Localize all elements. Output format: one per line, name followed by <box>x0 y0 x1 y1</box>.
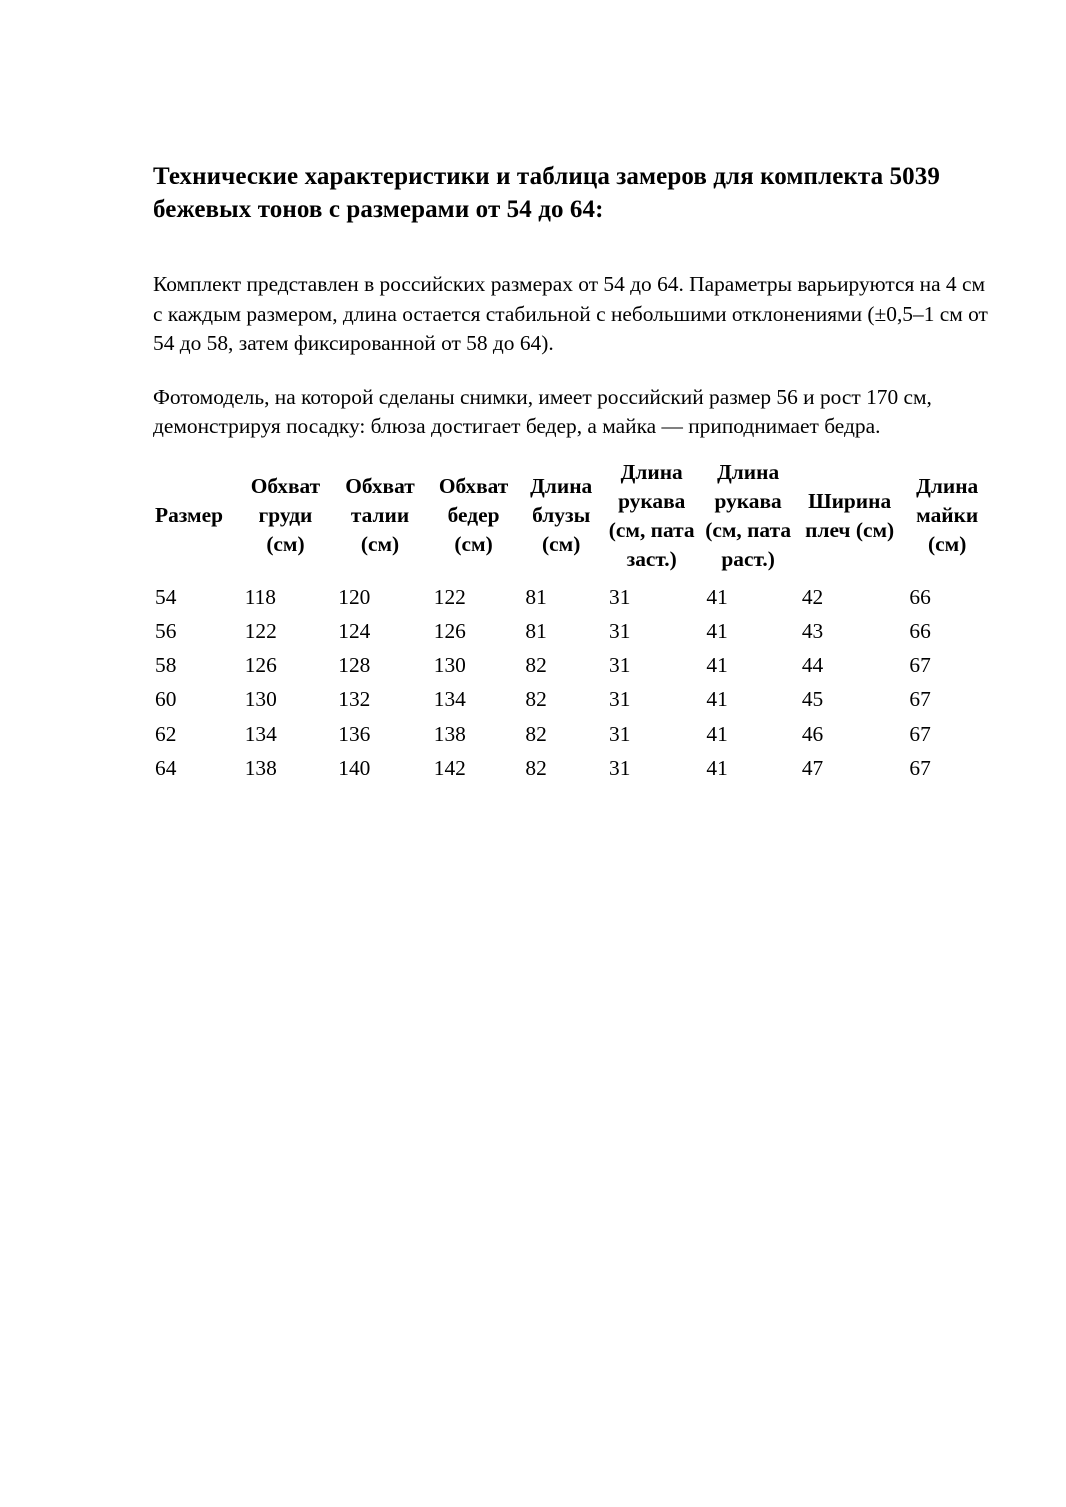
cell-hips: 142 <box>433 755 466 780</box>
cell-size: 60 <box>155 687 177 712</box>
header-shoulder-width: Ширина плеч (см) <box>805 488 895 542</box>
table-row <box>151 648 993 682</box>
cell-sleeve-fastened: 31 <box>609 584 631 609</box>
cell-chest: 126 <box>244 653 277 678</box>
paragraph-size-info: Комплект представлен в российских размерах от 54 до 64. Параметры варьируются на 4 см с каждым размером, длина остается стабильной с небольшими отклонениями (±0,5–1 см от 54 до 58, затем фиксированной от 58 до 64). <box>153 272 988 355</box>
table-header-row <box>151 458 993 574</box>
header-waist: Обхват талии (см) <box>345 474 415 556</box>
cell-sleeve-unfastened: 41 <box>706 721 728 746</box>
cell-size: 64 <box>155 755 177 780</box>
cell-top-length: 67 <box>909 721 931 746</box>
cell-sleeve-fastened: 31 <box>609 721 631 746</box>
cell-size: 56 <box>155 618 177 643</box>
cell-top-length: 66 <box>909 584 931 609</box>
document-title: Технические характеристики и таблица замеров для комплекта 5039 бежевых тонов с размерами от 54 до 64: <box>153 163 940 223</box>
table-row <box>151 574 993 614</box>
cell-shoulder-width: 45 <box>801 687 824 712</box>
cell-hips: 122 <box>433 584 466 609</box>
header-blouse-length: Длина блузы (см) <box>530 474 593 556</box>
cell-shoulder-width: 47 <box>801 755 824 780</box>
cell-sleeve-unfastened: 41 <box>706 584 728 609</box>
cell-top-length: 67 <box>909 687 931 712</box>
cell-blouse-length: 81 <box>525 584 547 609</box>
cell-top-length: 67 <box>909 755 931 780</box>
table-row <box>151 717 993 751</box>
header-size: Размер <box>155 503 224 527</box>
cell-sleeve-unfastened: 41 <box>706 653 728 678</box>
cell-size: 62 <box>155 721 177 746</box>
cell-hips: 138 <box>433 721 466 746</box>
cell-hips: 134 <box>433 687 466 712</box>
table-row <box>151 682 993 716</box>
cell-size: 58 <box>155 653 177 678</box>
cell-waist: 140 <box>338 755 371 780</box>
cell-chest: 138 <box>244 755 277 780</box>
cell-shoulder-width: 44 <box>801 653 824 678</box>
cell-sleeve-fastened: 31 <box>609 653 631 678</box>
cell-sleeve-unfastened: 41 <box>706 618 728 643</box>
cell-chest: 134 <box>244 721 277 746</box>
cell-shoulder-width: 42 <box>801 584 824 609</box>
header-sleeve-unfastened: Длина рукава (см, пата раст.) <box>705 459 792 571</box>
cell-hips: 126 <box>433 618 466 643</box>
cell-sleeve-fastened: 31 <box>609 687 631 712</box>
size-table <box>151 458 993 786</box>
cell-waist: 120 <box>338 584 371 609</box>
cell-sleeve-fastened: 31 <box>609 755 631 780</box>
cell-waist: 132 <box>338 687 371 712</box>
cell-waist: 128 <box>338 653 371 678</box>
cell-sleeve-fastened: 31 <box>609 618 631 643</box>
table-row <box>151 751 993 785</box>
paragraph-model-info: Фотомодель, на которой сделаны снимки, имеет российский размер 56 и рост 170 см, демонстрируя посадку: блюза достигает бедер, а майка — приподнимает бедра. <box>153 384 932 438</box>
cell-blouse-length: 82 <box>525 755 547 780</box>
cell-top-length: 66 <box>909 618 931 643</box>
table-row <box>151 614 993 648</box>
header-hips: Обхват бедер (см) <box>438 474 509 556</box>
cell-blouse-length: 82 <box>525 687 547 712</box>
cell-sleeve-unfastened: 41 <box>706 687 728 712</box>
cell-size: 54 <box>155 584 177 609</box>
cell-top-length: 67 <box>909 653 931 678</box>
cell-blouse-length: 81 <box>525 618 547 643</box>
cell-chest: 122 <box>244 618 277 643</box>
cell-waist: 124 <box>338 618 371 643</box>
cell-sleeve-unfastened: 41 <box>706 755 728 780</box>
document-page <box>153 160 993 785</box>
cell-chest: 130 <box>244 687 277 712</box>
cell-blouse-length: 82 <box>525 653 547 678</box>
cell-blouse-length: 82 <box>525 721 547 746</box>
cell-shoulder-width: 46 <box>801 721 824 746</box>
cell-chest: 118 <box>244 584 276 609</box>
cell-waist: 136 <box>338 721 371 746</box>
header-top-length: Длина майки (см) <box>916 474 979 556</box>
header-chest: Обхват груди (см) <box>250 474 321 556</box>
cell-hips: 130 <box>433 653 466 678</box>
header-sleeve-fastened: Длина рукава (см, пата заст.) <box>608 459 695 571</box>
cell-shoulder-width: 43 <box>801 618 824 643</box>
